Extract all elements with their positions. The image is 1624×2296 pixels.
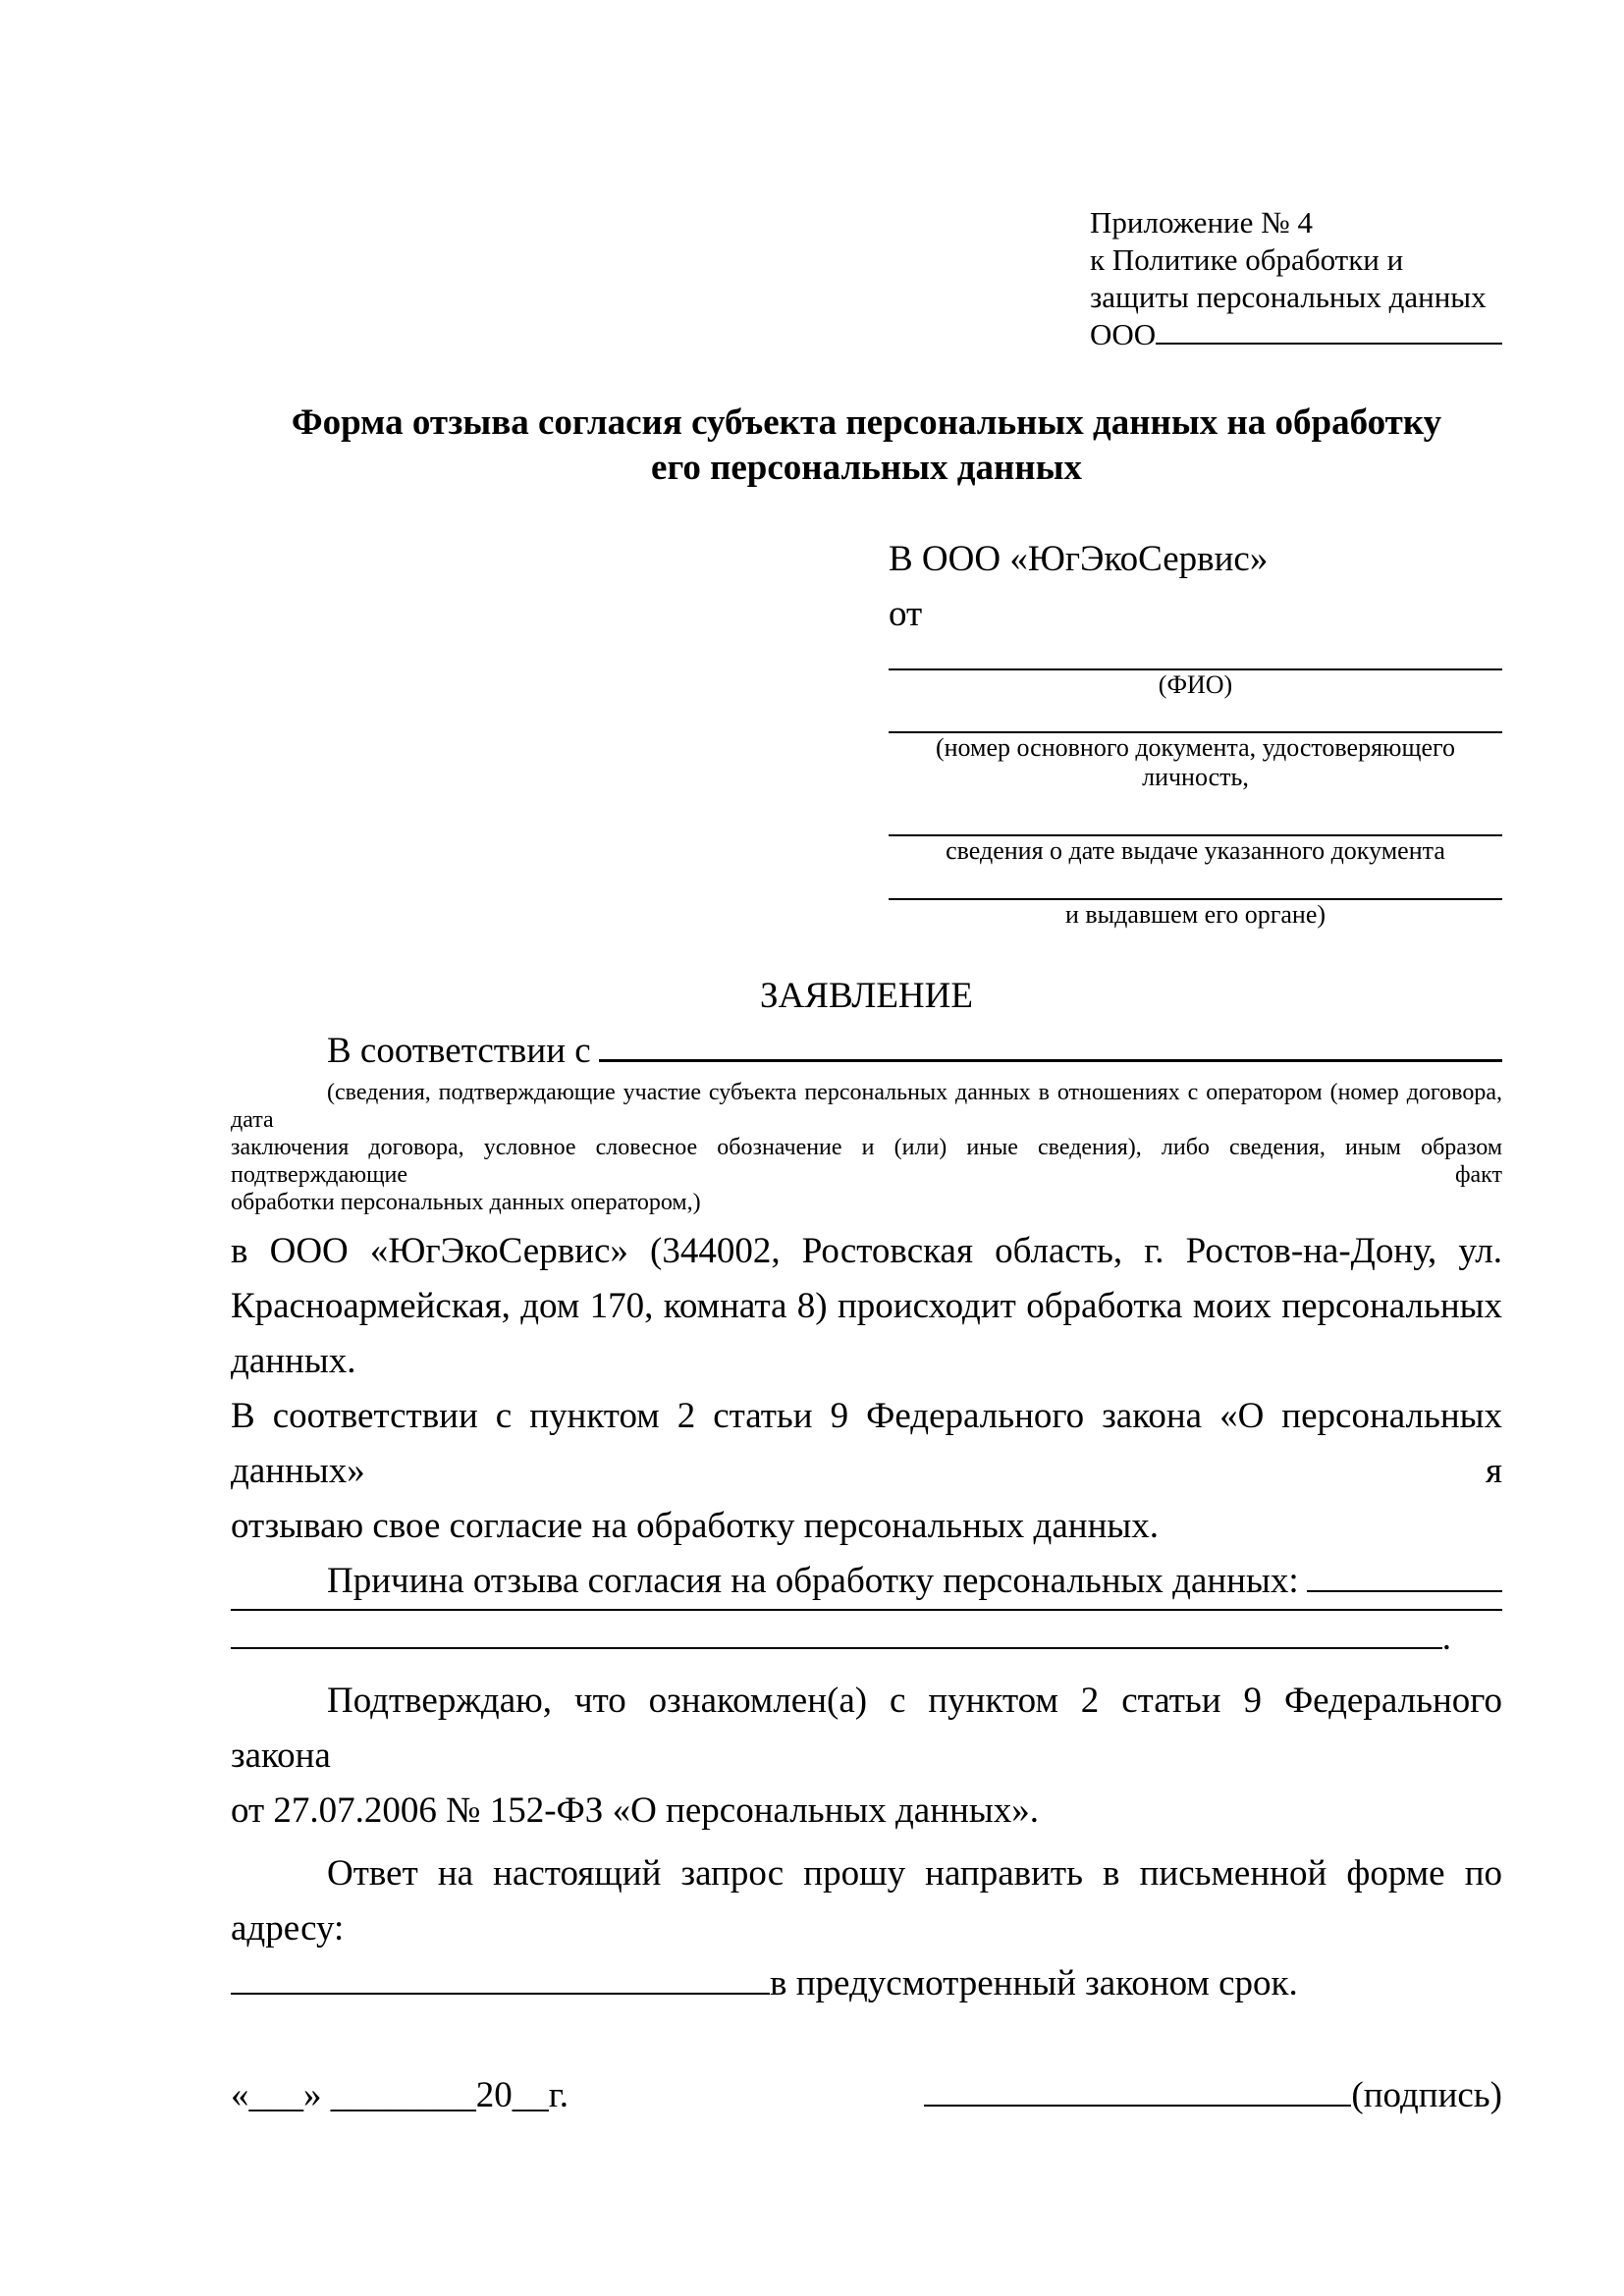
issue-date-blank-field (889, 834, 1502, 866)
reason-blank-line (231, 1609, 1502, 1611)
confirmation-line: Подтверждаю, что ознакомлен(а) с пунктом 2 статьи 9 Федерального закона (231, 1681, 1502, 1776)
reason-lead: Причина отзыва согласия на обработку персональных данных: (327, 1561, 1299, 1601)
signature-caption: (подпись) (1351, 2075, 1502, 2115)
title-line: его персональных данных (651, 448, 1082, 488)
body-line: Красноармейская, дом 170, комната 8) происходит обработка моих персональных данных. (231, 1286, 1502, 1381)
caption-line: заключения договора, условное словесное обозначение и (или) иные сведения), либо сведения, иным образом подтверждающие факт (231, 1135, 1502, 1188)
addressee-to: В ООО «ЮгЭкоСервис» (889, 539, 1269, 579)
org-name-blank-line (1156, 343, 1502, 345)
body-line: отзываю свое согласие на обработку персональных данных. (231, 1506, 1159, 1546)
in-accordance-blank-line (599, 1059, 1502, 1062)
body-paragraph (231, 1224, 1502, 1554)
fio-blank-field (889, 668, 1502, 700)
addressee-from-label: от (889, 594, 923, 634)
body-line: В соответствии с пунктом 2 статьи 9 Федерального закона «О персональных данных» я (231, 1396, 1502, 1491)
appendix-line: защиты персональных данных (1090, 280, 1487, 314)
org-name-row (1090, 316, 1502, 353)
date-blank-line: «___» ________20__г. (231, 2075, 569, 2115)
reply-lead-line: Ответ на настоящий запрос прошу направить в письменной форме по адресу: (231, 1853, 1502, 1949)
reply-tail: в предусмотренный законом срок. (770, 1963, 1298, 2003)
reply-paragraph (231, 1846, 1502, 2011)
reason-blank-line (1307, 1590, 1502, 1592)
in-accordance-lead: В соответствии с (327, 1031, 591, 1071)
statement-heading: ЗАЯВЛЕНИЕ (760, 976, 973, 1016)
address-blank-line (231, 1993, 770, 1995)
issue-date-caption: сведения о дате выдаче указанного документа (946, 836, 1445, 865)
signature-blank-line (924, 2105, 1351, 2107)
appendix-block (1090, 204, 1502, 353)
reply-address-row (231, 1956, 1502, 2011)
issuing-authority-blank-field (889, 898, 1502, 930)
title-line: Форма отзыва согласия субъекта персональных данных на обработку (291, 402, 1442, 443)
reason-blank-line (231, 1647, 1442, 1649)
lead-caption-paragraph (231, 1079, 1502, 1216)
confirmation-line: от 27.07.2006 № 152-ФЗ «О персональных данных». (231, 1790, 1039, 1831)
document-number-caption: (номер основного документа, удостоверяющего личность, (935, 733, 1456, 791)
document-title (231, 400, 1502, 491)
appendix-line: Приложение № 4 (1090, 205, 1313, 240)
org-prefix: ООО (1090, 317, 1157, 351)
reason-blank-row-end (231, 1611, 1502, 1666)
body-line: в ООО «ЮгЭкоСервис» (344002, Ростовская область, г. Ростов-на-Дону, ул. (231, 1231, 1502, 1271)
confirmation-paragraph (231, 1674, 1502, 1839)
addressee-block (889, 532, 1502, 930)
caption-line: (сведения, подтверждающие участие субъекта персональных данных в отношениях с оператором (номер договора, дата (231, 1080, 1502, 1133)
reason-row (231, 1554, 1502, 1609)
appendix-line: к Политике обработки и (1090, 242, 1404, 277)
caption-line: обработки персональных данных оператором,) (231, 1190, 701, 1215)
in-accordance-row (231, 1024, 1502, 1079)
signature-area (924, 2068, 1502, 2123)
footer-row (231, 2068, 1502, 2123)
issuing-authority-caption: и выдавшем его органе) (1064, 900, 1326, 929)
sentence-period: . (1441, 1618, 1451, 1658)
fio-caption: (ФИО) (1158, 670, 1233, 699)
reason-blank-row (231, 1609, 1502, 1611)
document-number-blank-field (889, 731, 1502, 792)
